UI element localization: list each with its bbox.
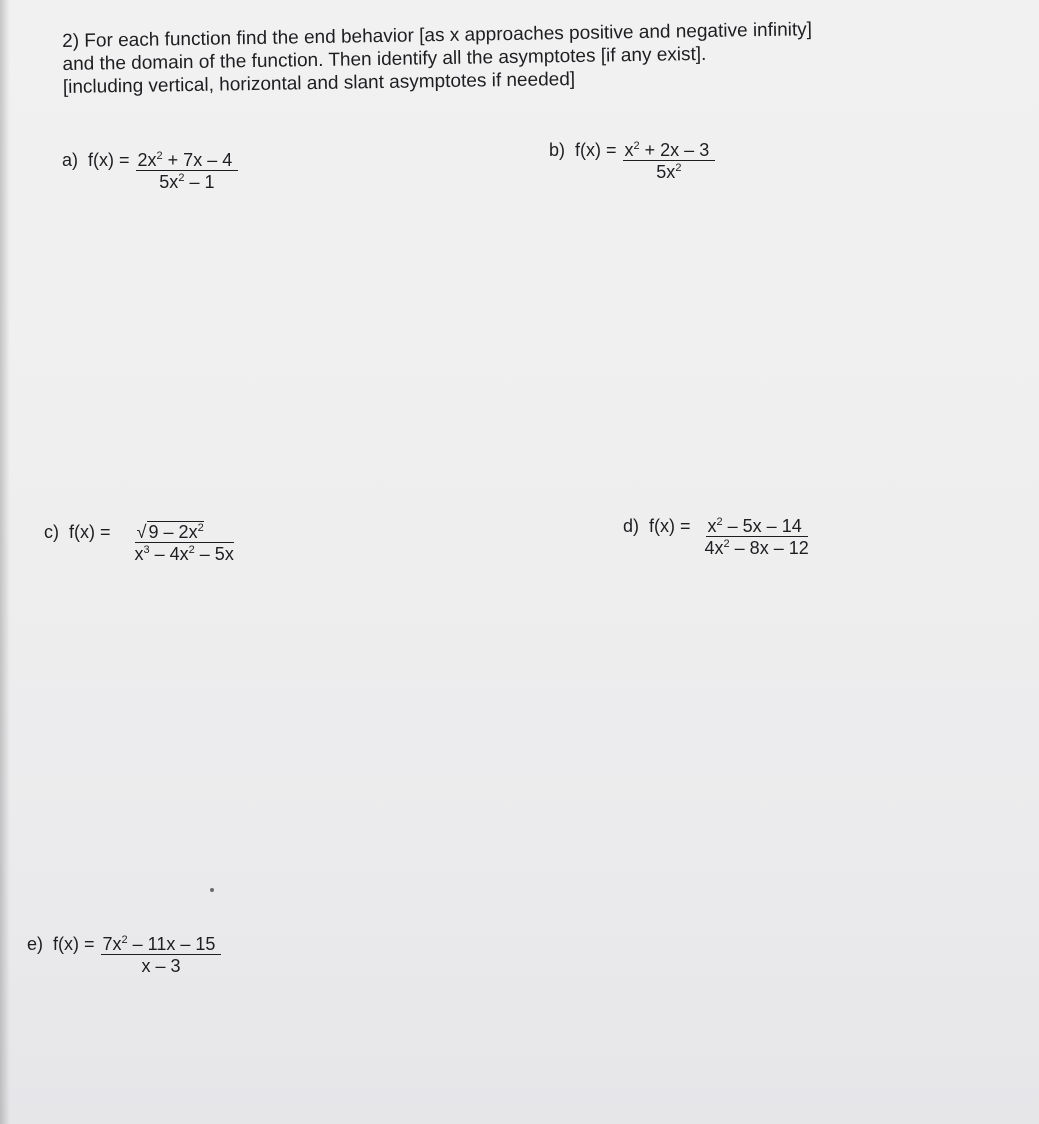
problem-d-denominator: $4x^2 - 8x - 12$ xyxy=(704,538,809,558)
problem-a-lhs: f(x) = xyxy=(88,150,130,170)
instructions xyxy=(62,15,1003,99)
problem-c-fraction xyxy=(135,522,234,564)
problem-c-label: c) xyxy=(44,522,59,542)
problem-b-fraction xyxy=(623,140,716,182)
problem-e-label: e) xyxy=(27,934,44,954)
problem-a-denominator: $5x^2 - 1$ xyxy=(159,172,215,192)
instructions-line-2: and the domain of the function. Then identify all the asymptotes [if any exist]. xyxy=(62,43,707,75)
problem-e-fraction xyxy=(101,934,222,976)
instructions-line-1: 2) For each function find the end behavior [as x approaches positive and negative infinity] xyxy=(62,19,813,52)
problem-c-denominator: $x^3 - 4x^2 - 5x$ xyxy=(134,544,234,564)
problem-c-lhs: f(x) = xyxy=(69,522,111,542)
problem-a-fraction xyxy=(136,150,239,192)
problem-a-numerator: $2x^2 + 7x - 4$ xyxy=(136,150,239,171)
problem-d-lhs: f(x) = xyxy=(649,516,691,536)
problem-e-lhs: f(x) = xyxy=(53,934,95,954)
problem-b-lhs: f(x) = xyxy=(575,140,617,160)
pencil-dot xyxy=(210,888,214,892)
problem-b-denominator: $5x^2$ xyxy=(656,162,682,182)
problem-d xyxy=(623,516,809,558)
problem-e xyxy=(27,934,221,976)
problem-d-label: d) xyxy=(623,516,640,536)
instructions-line-3: [including vertical, horizontal and slant asymptotes if needed] xyxy=(62,68,576,98)
problem-b-label: b) xyxy=(549,140,566,160)
problem-c xyxy=(44,522,234,564)
problem-e-numerator: $7x^2 - 11x - 15$ xyxy=(101,934,222,955)
problem-d-numerator: $x^2 - 5x - 14$ xyxy=(706,516,808,537)
radical-sign: √ xyxy=(136,522,147,542)
problem-c-numerator xyxy=(135,522,234,543)
problem-a-label: a) xyxy=(62,150,79,170)
problem-e-denominator: x – 3 xyxy=(141,956,181,976)
problem-d-fraction xyxy=(705,516,809,558)
page-edge-shadow xyxy=(0,0,10,1124)
problem-b xyxy=(549,140,715,182)
problem-c-radicand: $9 - 2x^2$ xyxy=(148,522,204,542)
problem-b-numerator: $x^2 + 2x - 3$ xyxy=(623,140,716,161)
problem-a xyxy=(62,150,238,192)
